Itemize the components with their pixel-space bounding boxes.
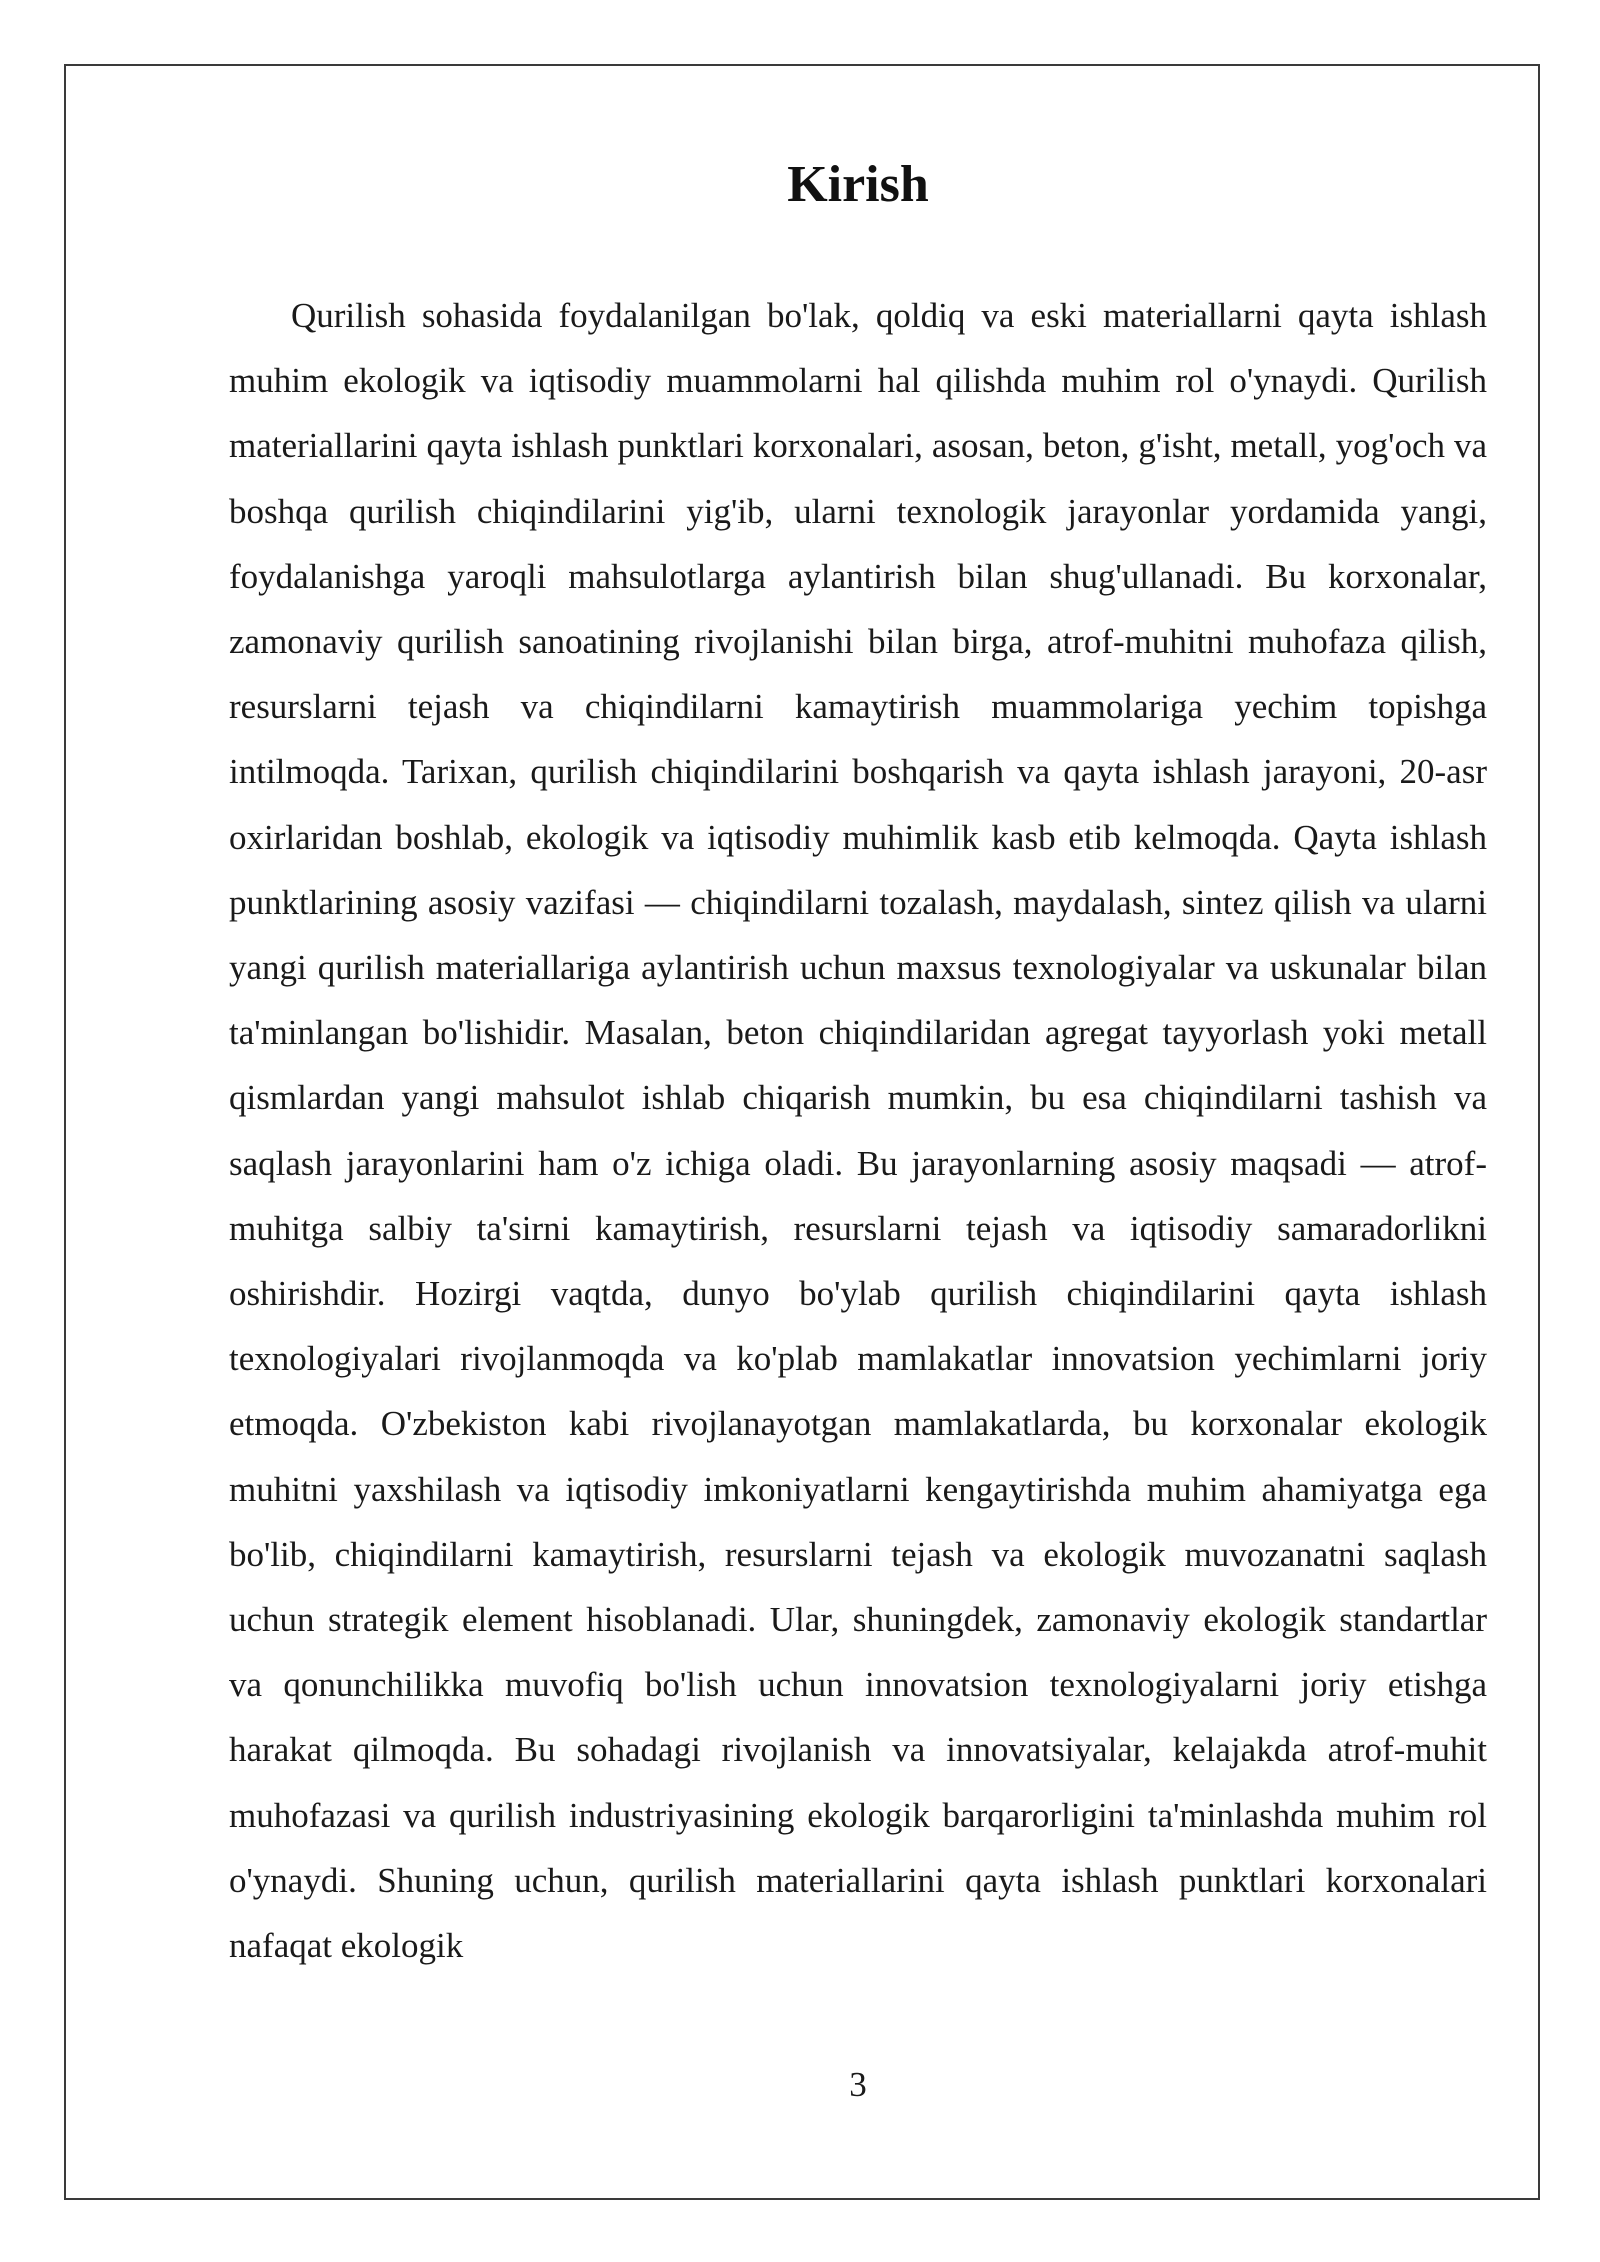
page-number: 3 [849, 2065, 867, 2104]
body-paragraph: Qurilish sohasida foydalanilgan bo'lak, qoldiq va eski materiallarni qayta ishlash muhim ekologik va iqtisodiy muammolarni hal qilishda muhim rol o'ynaydi. Qurilish materiallarini qayta ishlash punktlari korxonalari, asosan, beton, g'isht, metall, yog'och va boshqa qurilish chiqindilarini yig'ib, ularni texnologik jarayonlar yordamida yangi, foydalanishga yaroqli mahsulotlarga aylantirish bilan shug'ullanadi. Bu korxonalar, zamonaviy qurilish sanoatining rivojlanishi bilan birga, atrof-muhitni muhofaza qilish, resurslarni tejash va chiqindilarni kamaytirish muammolariga yechim topishga intilmoqda. Tarixan, qurilish chiqindilarini boshqarish va qayta ishlash jarayoni, 20-asr oxirlaridan boshlab, ekologik va iqtisodiy muhimlik kasb etib kelmoqda. Qayta ishlash punktlarining asosiy vazifasi — chiqindilarni tozalash, maydalash, sintez qilish va ularni yangi qurilish materiallariga aylantirish uchun maxsus texnologiyalar va uskunalar bilan ta'minlangan bo'lishidir. Masalan, beton chiqindilaridan agregat tayyorlash yoki metall qismlardan yangi mahsulot ishlab chiqarish mumkin, bu esa chiqindilarni tashish va saqlash jarayonlarini ham o'z ichiga oladi. Bu jarayonlarning asosiy maqsadi — atrof-muhitga salbiy ta'sirni kamaytirish, resurslarni tejash va iqtisodiy samaradorlikni oshirishdir. Hozirgi vaqtda, dunyo bo'ylab qurilish chiqindilarini qayta ishlash texnologiyalari rivojlanmoqda va ko'plab mamlakatlar innovatsion yechimlarni joriy etmoqda. O'zbekiston kabi rivojlanayotgan mamlakatlarda, bu korxonalar ekologik muhitni yaxshilash va iqtisodiy imkoniyatlarni kengaytirishda muhim ahamiyatga ega bo'lib, chiqindilarni kamaytirish, resurslarni tejash va ekologik muvozanatni saqlash uchun strategik element hisoblanadi. Ular, shuningdek, zamonaviy ekologik standartlar va qonunchilikka muvofiq bo'lish uchun innovatsion texnologiyalarni joriy etishga harakat qilmoqda. Bu sohadagi rivojlanish va innovatsiyalar, kelajakda atrof-muhit muhofazasi va qurilish industriyasining ekologik barqarorligini ta'minlashda muhim rol o'ynaydi. Shuning uchun, qurilish materiallarini qayta ishlash punktlari korxonalari nafaqat ekologik [229, 296, 1487, 1966]
page-title: Kirish [787, 156, 929, 213]
